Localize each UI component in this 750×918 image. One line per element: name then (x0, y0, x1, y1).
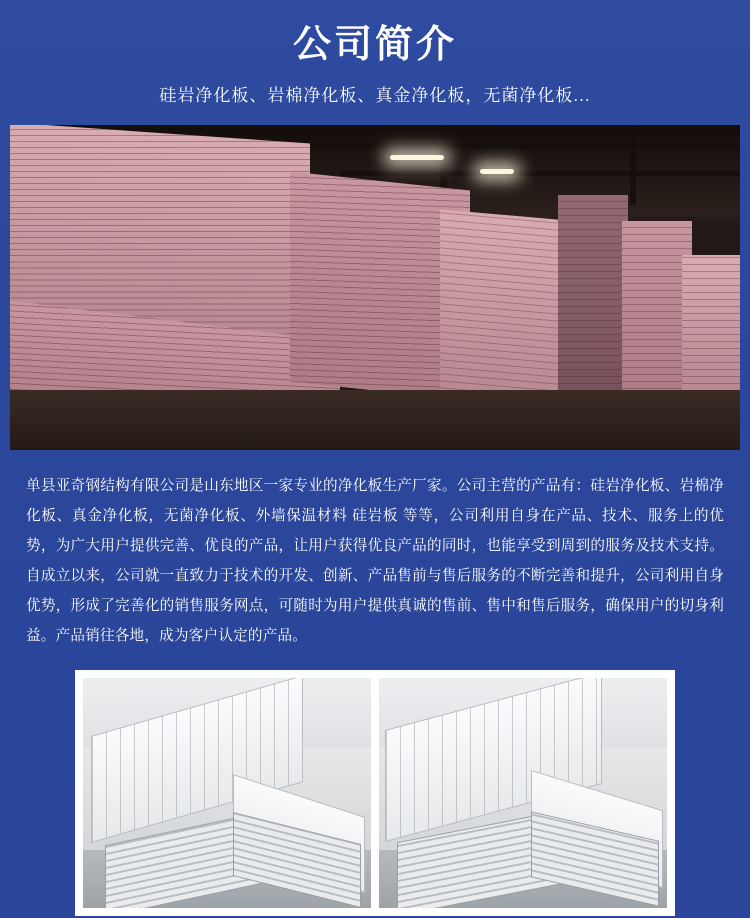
board-edge-lines (682, 255, 740, 405)
board-stack (558, 195, 628, 405)
board-stack (440, 210, 570, 421)
page-title: 公司简介 (292, 24, 457, 66)
ceiling-lamp (390, 155, 444, 160)
ceiling-lamp (480, 169, 514, 174)
rafter-post (630, 125, 636, 205)
product-gallery (75, 670, 675, 916)
factory-hero-image (10, 125, 740, 450)
board-edge-lines (558, 195, 628, 405)
product-image-left (83, 678, 371, 908)
company-intro-paragraph: 单县亚奇钢结构有限公司是山东地区一家专业的净化板生产厂家。公司主营的产品有：硅岩净化板、岩棉净化板、真金净化板，无菌净化板、外墙保温材料 硅岩板 等等，公司利用自身在产品、技术、服务上的优势，为广大用户提供完善、优良的产品，让用户获得优良产品的同时，也能享受到周到的服务及技术支持。自成立以来，公司就一直致力于技术的开发、创新、产品售前与售后服务的不断完善和提升，公司利用自身优势，形成了完善化的销售服务网点，可随时为用户提供真诚的售前、售中和售后服务，确保用户的切身利益。产品销往各地，成为客户认定的产品。 (26, 478, 724, 644)
page-subtitle: 硅岩净化板、岩棉净化板、真金净化板，无菌净化板... (159, 85, 591, 105)
board-edge-lines (440, 210, 570, 421)
product-image-right (379, 678, 667, 908)
rafter-beam (340, 171, 740, 176)
factory-floor (10, 390, 740, 450)
board-stack (682, 255, 740, 405)
header (0, 0, 750, 107)
